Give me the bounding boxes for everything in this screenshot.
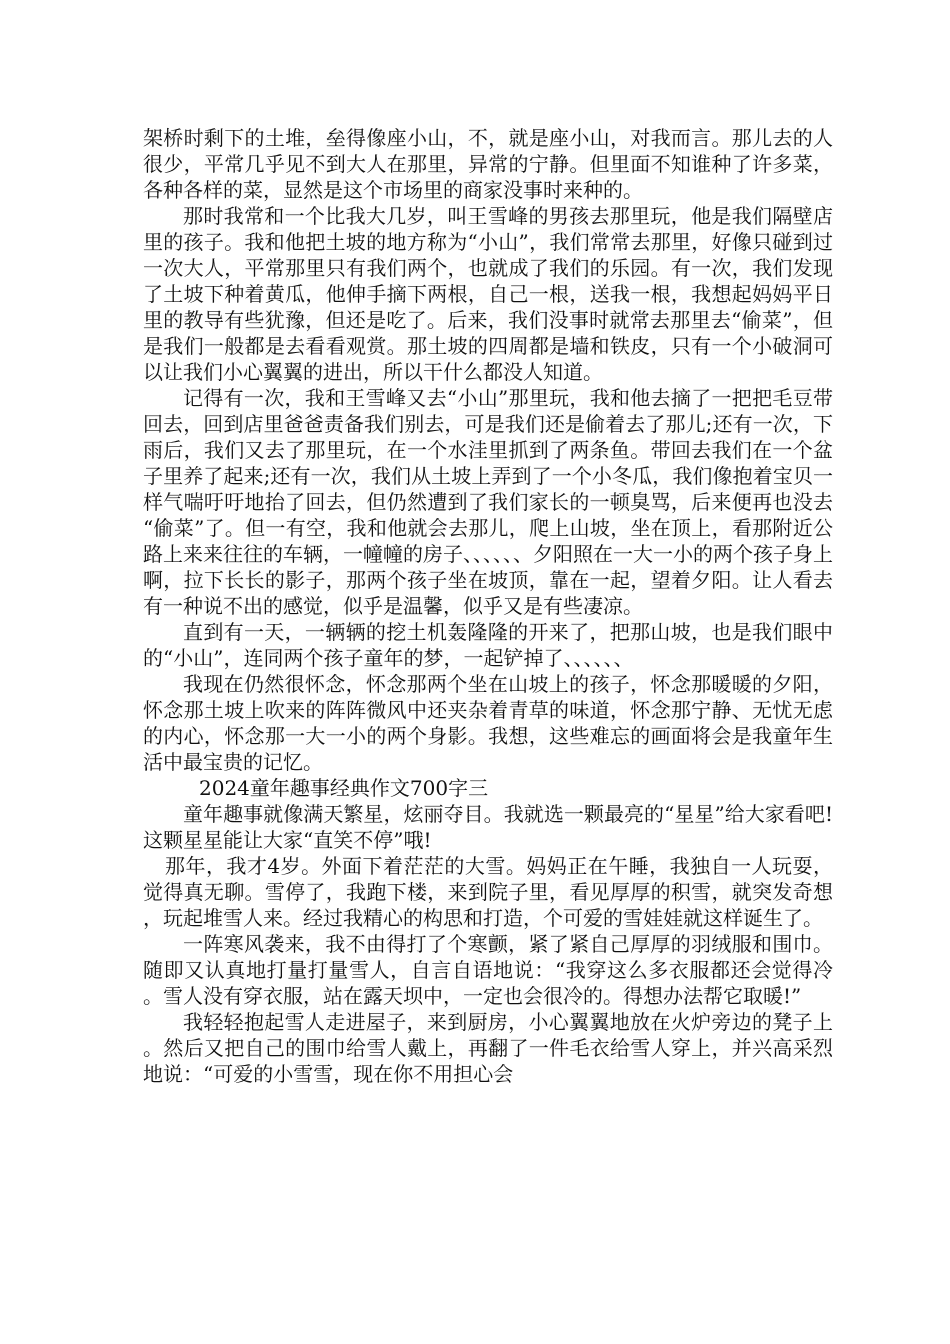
paragraph-stars: 童年趣事就像满天繁星，炫丽夺目。我就选一颗最亮的“星星”给大家看吧!这颗星星能让大家“直笑不停”哦! (143, 802, 833, 852)
paragraph-little-hill: 那时我常和一个比我大几岁，叫王雪峰的男孩去那里玩，他是我们隔壁店里的孩子。我和他把土坡的地方称为“小山”，我们常常去那里，好像只碰到过一次大人，平常那里只有我们两个，也就成了我们的乐园。有一次，我们发现了土坡下种着黄瓜，他伸手摘下两根，自己一根，送我一根，我想起妈妈平日里的教导有些犹豫，但还是吃了。后来，我们没事时就常去那里去“偷菜”，但是我们一般都是去看看观赏。那土坡的四周都是墙和铁皮，只有一个小破洞可以让我们小心翼翼的进出，所以干什么都没人知道。 (143, 204, 833, 384)
paragraph-intro: 架桥时剩下的土堆，垒得像座小山，不，就是座小山，对我而言。那儿去的人很少，平常几乎见不到大人在那里，异常的宁静。但里面不知谁种了许多菜，各种各样的菜，显然是这个市场里的商家没事时来种的。 (143, 126, 833, 202)
paragraph-nostalgia: 我现在仍然很怀念，怀念那两个坐在山坡上的孩子，怀念那暖暖的夕阳，怀念那土坡上吹来的阵阵微风中还夹杂着青草的味道，怀念那宁静、无忧无虑的内心，怀念那一大一小的两个身影。我想，这些难忘的画面将会是我童年生活中最宝贵的记忆。 (143, 672, 833, 774)
paragraph-snowman: 那年，我才4岁。外面下着茫茫的大雪。妈妈正在午睡，我独自一人玩耍，觉得真无聊。雪停了，我跑下楼，来到院子里，看见厚厚的积雪，就突发奇想，玩起堆雪人来。经过我精心的构思和打造，个可爱的雪娃娃就这样诞生了。 (143, 854, 833, 930)
paragraph-memories: 记得有一次，我和王雪峰又去“小山”那里玩，我和他去摘了一把把毛豆带回去，回到店里爸爸责备我们别去，可是我们还是偷着去了那儿;还有一次，下雨后，我们又去了那里玩，在一个水洼里抓到了两条鱼。带回去我们在一个盆子里养了起来;还有一次，我们从土坡上弄到了一个小冬瓜，我们像抱着宝贝一样气喘吁吁地抬了回去，但仍然遭到了我们家长的一顿臭骂，后来便再也没去“偷菜”了。但一有空，我和他就会去那儿，爬上山坡，坐在顶上，看那附近公路上来来往往的车辆，一幢幢的房子、、、、、、夕阳照在一大一小的两个孩子身上啊，拉下长长的影子，那两个孩子坐在坡顶，靠在一起，望着夕阳。让人看去有一种说不出的感觉，似乎是温馨，似乎又是有些凄凉。 (143, 386, 833, 618)
paragraph-cold-wind: 一阵寒风袭来，我不由得打了个寒颤，紧了紧自己厚厚的羽绒服和围巾。随即又认真地打量打量雪人，自言自语地说：“我穿这么多衣服都还会觉得冷。雪人没有穿衣服，站在露天坝中，一定也会很冷的。得想办法帮它取暖!” (143, 932, 833, 1008)
document-page (143, 125, 833, 1087)
paragraph-excavator: 直到有一天，一辆辆的挖土机轰隆隆的开来了，把那山坡，也是我们眼中的“小山”，连同两个孩子童年的梦，一起铲掉了、、、、、、 (143, 620, 833, 670)
paragraph-kitchen: 我轻轻抱起雪人走进屋子，来到厨房，小心翼翼地放在火炉旁边的凳子上。然后又把自己的围巾给雪人戴上，再翻了一件毛衣给雪人穿上，并兴高采烈地说：“可爱的小雪雪，现在你不用担心会 (143, 1010, 833, 1086)
section-heading: 2024童年趣事经典作文700字三 (199, 776, 489, 800)
